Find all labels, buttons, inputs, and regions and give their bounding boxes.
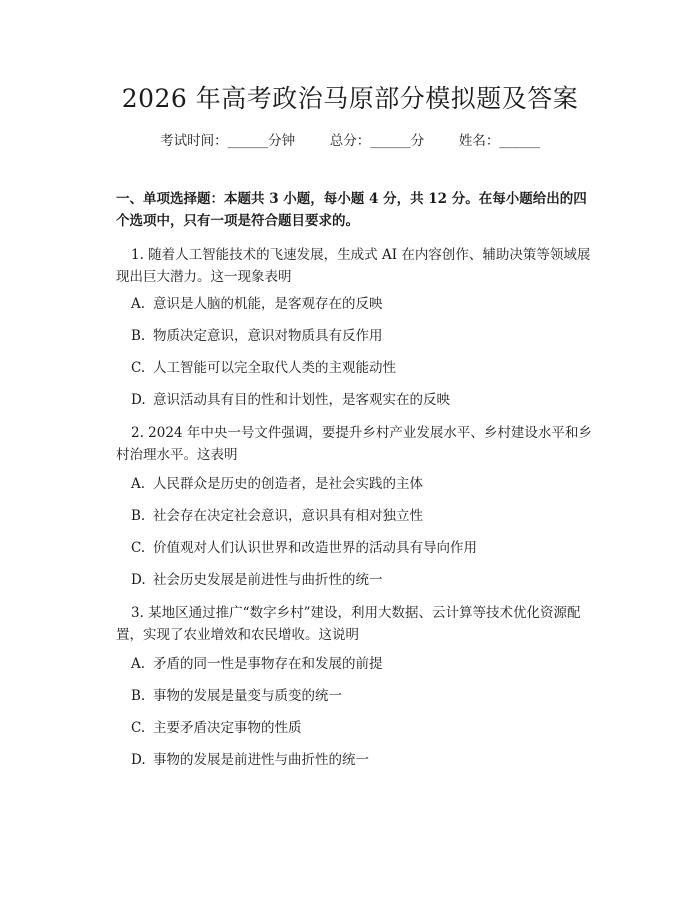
option-letter: D.	[131, 752, 146, 768]
time-label: 考试时间：	[160, 133, 228, 149]
option-letter: C.	[131, 360, 146, 376]
option-letter: D.	[131, 392, 146, 408]
option-item	[131, 570, 591, 590]
option-letter: C.	[131, 720, 146, 736]
option-text: 主要矛盾决定事物的性质	[153, 720, 302, 736]
option-letter: B.	[131, 328, 146, 344]
option-item	[131, 654, 591, 674]
option-text: 事物的发展是量变与质变的统一	[153, 688, 342, 704]
option-letter: A.	[131, 476, 146, 492]
option-text: 意识是人脑的机能，是客观存在的反映	[153, 296, 383, 312]
option-text: 价值观对人们认识世界和改造世界的活动具有导向作用	[153, 540, 477, 556]
option-item	[131, 750, 591, 770]
option-item	[131, 538, 591, 558]
option-item	[131, 358, 591, 378]
time-unit: 分钟	[268, 133, 296, 149]
option-item	[131, 718, 591, 738]
page-title: 2026 年高考政治马原部分模拟题及答案	[121, 84, 579, 113]
option-text: 物质决定意识，意识对物质具有反作用	[153, 328, 383, 344]
score-label: 总分：	[329, 133, 371, 149]
option-item	[131, 506, 591, 526]
option-letter: D.	[131, 572, 146, 588]
option-item	[131, 474, 591, 494]
option-letter: B.	[131, 688, 146, 704]
name-label: 姓名：	[458, 133, 500, 149]
option-item	[131, 686, 591, 706]
question-stem: 2. 2024 年中央一号文件强调，要提升乡村产业发展水平、乡村建设水平和乡村治理水平。这表明	[116, 425, 592, 463]
option-letter: C.	[131, 540, 146, 556]
option-item	[131, 294, 591, 314]
option-text: 社会存在决定社会意识，意识具有相对独立性	[153, 508, 423, 524]
question-stem: 1. 随着人工智能技术的飞速发展，生成式 AI 在内容创作、辅助决策等领域展现出巨大潜力。这一现象表明	[116, 247, 591, 285]
question-stem: 3. 某地区通过推广“数字乡村”建设，利用大数据、云计算等技术优化资源配置，实现了农业增效和农民增收。这说明	[116, 605, 581, 643]
option-text: 事物的发展是前进性与曲折性的统一	[153, 752, 369, 768]
score-unit: 分	[410, 133, 425, 149]
option-item	[131, 390, 591, 410]
option-text: 社会历史发展是前进性与曲折性的统一	[153, 572, 383, 588]
option-letter: A.	[131, 656, 146, 672]
score-blank: ______	[370, 133, 411, 149]
option-text: 意识活动具有目的性和计划性，是客观实在的反映	[153, 392, 450, 408]
option-text: 人工智能可以完全取代人类的主观能动性	[153, 360, 396, 376]
option-item	[131, 326, 591, 346]
option-letter: A.	[131, 296, 146, 312]
name-blank: ______	[499, 133, 540, 149]
option-letter: B.	[131, 508, 146, 524]
option-text: 矛盾的同一性是事物存在和发展的前提	[153, 656, 383, 672]
exam-info-line	[0, 131, 700, 151]
option-text: 人民群众是历史的创造者，是社会实践的主体	[153, 476, 423, 492]
time-blank: ______	[227, 133, 269, 149]
section-heading: 一、单项选择题：本题共 3 小题，每小题 4 分，共 12 分。在每小题给出的四个选项中，只有一项是符合题目要求的。	[116, 191, 587, 229]
